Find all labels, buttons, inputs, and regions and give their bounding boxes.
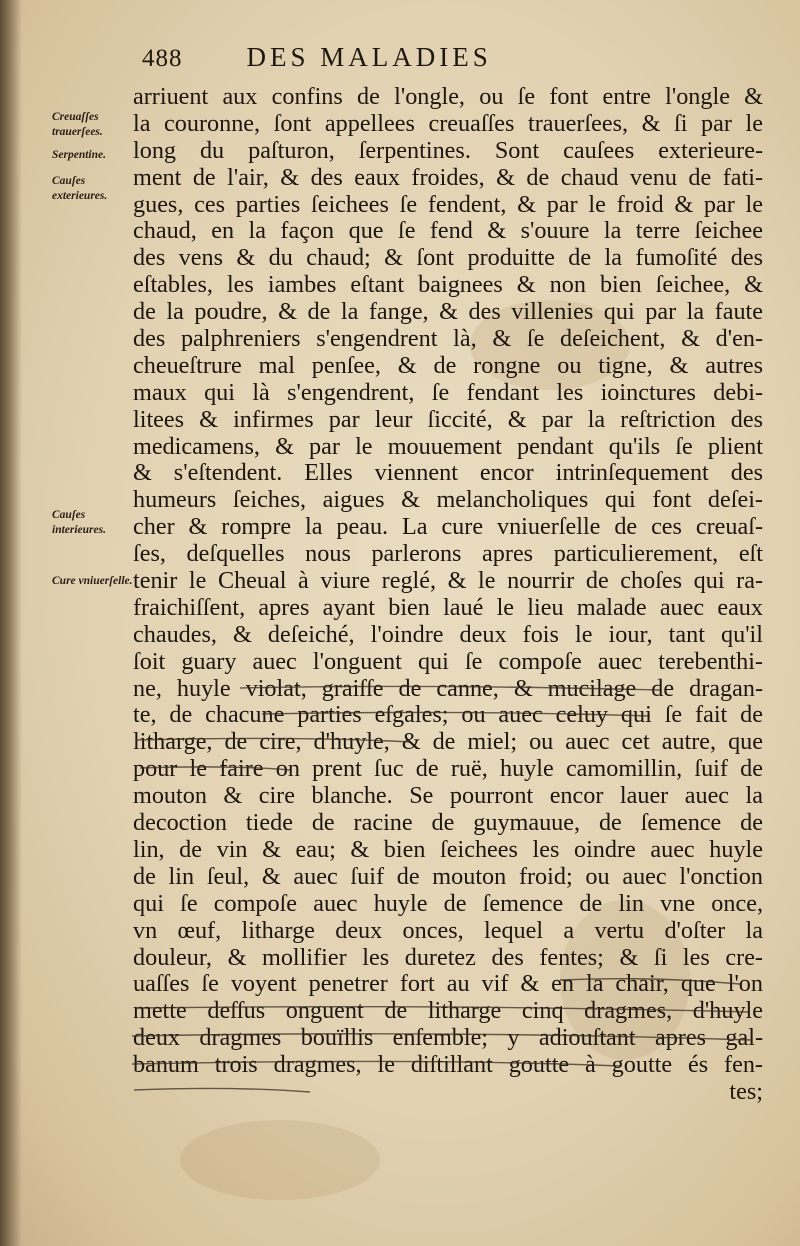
text-line: ſes, deſquelles nous parlerons apres particulierement, eſt (133, 541, 763, 568)
text-line: vn œuf, litharge deux onces, lequel a vertu d'oſter la (133, 917, 763, 944)
margin-note: Cauſes interieures. (52, 509, 106, 536)
page-binding-shadow (0, 0, 22, 1246)
margin-note: Creuaſſes trauerſees. (52, 111, 103, 138)
text-line: te, de chacune parties eſgales; ou auec celuy qui ſe fait de (133, 702, 763, 729)
text-line: litharge, de cire, d'huyle, & de miel; ou auec cet autre, que (133, 729, 763, 756)
text-line: ne, huyle violat, graiſſe de canne, & mucilage de dragan- (133, 675, 763, 702)
text-line: cher & rompre la peau. La cure vniuerſelle de ces creuaſ- (133, 514, 763, 541)
text-line: decoction tiede de racine de guymauue, de ſemence de (133, 810, 763, 837)
text-line: lin, de vin & eau; & bien ſeichees les oindre auec huyle (133, 836, 763, 863)
text-line: cheueſtrure mal penſee, & de rongne ou tigne, & autres (133, 352, 763, 379)
text-line: chaud, en la façon que ſe fend & s'ouure la terre ſeichee (133, 218, 763, 245)
page-header (142, 42, 762, 82)
text-line: uaſſes ſe voyent penetrer fort au vif & en la chair, que l'on (133, 971, 763, 998)
text-line: pour le faire on prent ſuc de ruë, huyle camomillin, ſuif de (133, 756, 763, 783)
text-line: humeurs ſeiches, aigues & melancholiques qui font deſei- (133, 487, 763, 514)
text-line: arriuent aux confins de l'ongle, ou ſe font entre l'ongle & (133, 84, 763, 110)
foxing-stain (180, 1120, 380, 1200)
text-line: fraichiſſent, apres ayant bien laué le lieu malade auec eaux (133, 594, 763, 621)
text-line: deux dragmes bouïllis enſemble; y adiouſtant apres gal- (133, 1025, 763, 1052)
text-line: gues, ces parties ſeichees ſe fendent, & par le froid & par le (133, 191, 763, 218)
margin-note: Serpentine. (52, 149, 106, 161)
text-line: ſoit guary auec l'onguent qui ſe compoſe auec terebenthi- (133, 648, 763, 675)
text-line: tenir le Cheual à viure reglé, & le nourrir de choſes qui ra- (133, 568, 763, 595)
text-line: banum trois dragmes, le diſtillant goutte à goutte és fen- (133, 1052, 763, 1079)
text-line: la couronne, ſont appellees creuaſſes trauerſees, & ſi par le (133, 110, 763, 137)
text-line: des palphreniers s'engendrent là, & ſe deſeichent, & d'en- (133, 326, 763, 353)
text-line: qui ſe compoſe auec huyle de ſemence de lin vne once, (133, 890, 763, 917)
text-line: maux qui là s'engendrent, ſe fendant les ioinctures debi- (133, 379, 763, 406)
text-line: mette deſſus onguent de litharge cinq dragmes, d'huyle (133, 998, 763, 1025)
text-line: douleur, & mollifier les duretez des fentes; & ſi les cre- (133, 944, 763, 971)
page-number: 488 (142, 45, 183, 72)
text-line: des vens & du chaud; & ſont produitte de la fumoſité des (133, 245, 763, 272)
text-line: eſtables, les iambes eſtant baignees & non bien ſeichee, & (133, 272, 763, 299)
text-line: & s'eſtendent. Elles viennent encor intrinſequement des (133, 460, 763, 487)
margin-note: Cauſes exterieures. (52, 175, 108, 202)
margin-note: Cure vniuerſelle. (52, 575, 133, 587)
text-line: litees & infirmes par leur ſiccité, & par la reſtriction des (133, 406, 763, 433)
text-line: mouton & cire blanche. Se pourront encor lauer auec la (133, 783, 763, 810)
text-line: medicamens, & par le mouuement pendant qu'ils ſe plient (133, 433, 763, 460)
text-line: de lin ſeul, & auec ſuif de mouton froid; ou auec l'onction (133, 863, 763, 890)
text-line: chaudes, & deſeiché, l'oindre deux fois le iour, tant qu'il (133, 621, 763, 648)
body-text (133, 84, 763, 1106)
text-line: de la poudre, & de la fange, & des villenies qui par la faute (133, 299, 763, 326)
text-line: long du paſturon, ſerpentines. Sont cauſees exterieure- (133, 137, 763, 164)
running-title: DES MALADIES (246, 42, 492, 72)
text-line: ment de l'air, & des eaux froides, & de chaud venu de fati- (133, 164, 763, 191)
text-line: tes; (729, 1078, 763, 1105)
